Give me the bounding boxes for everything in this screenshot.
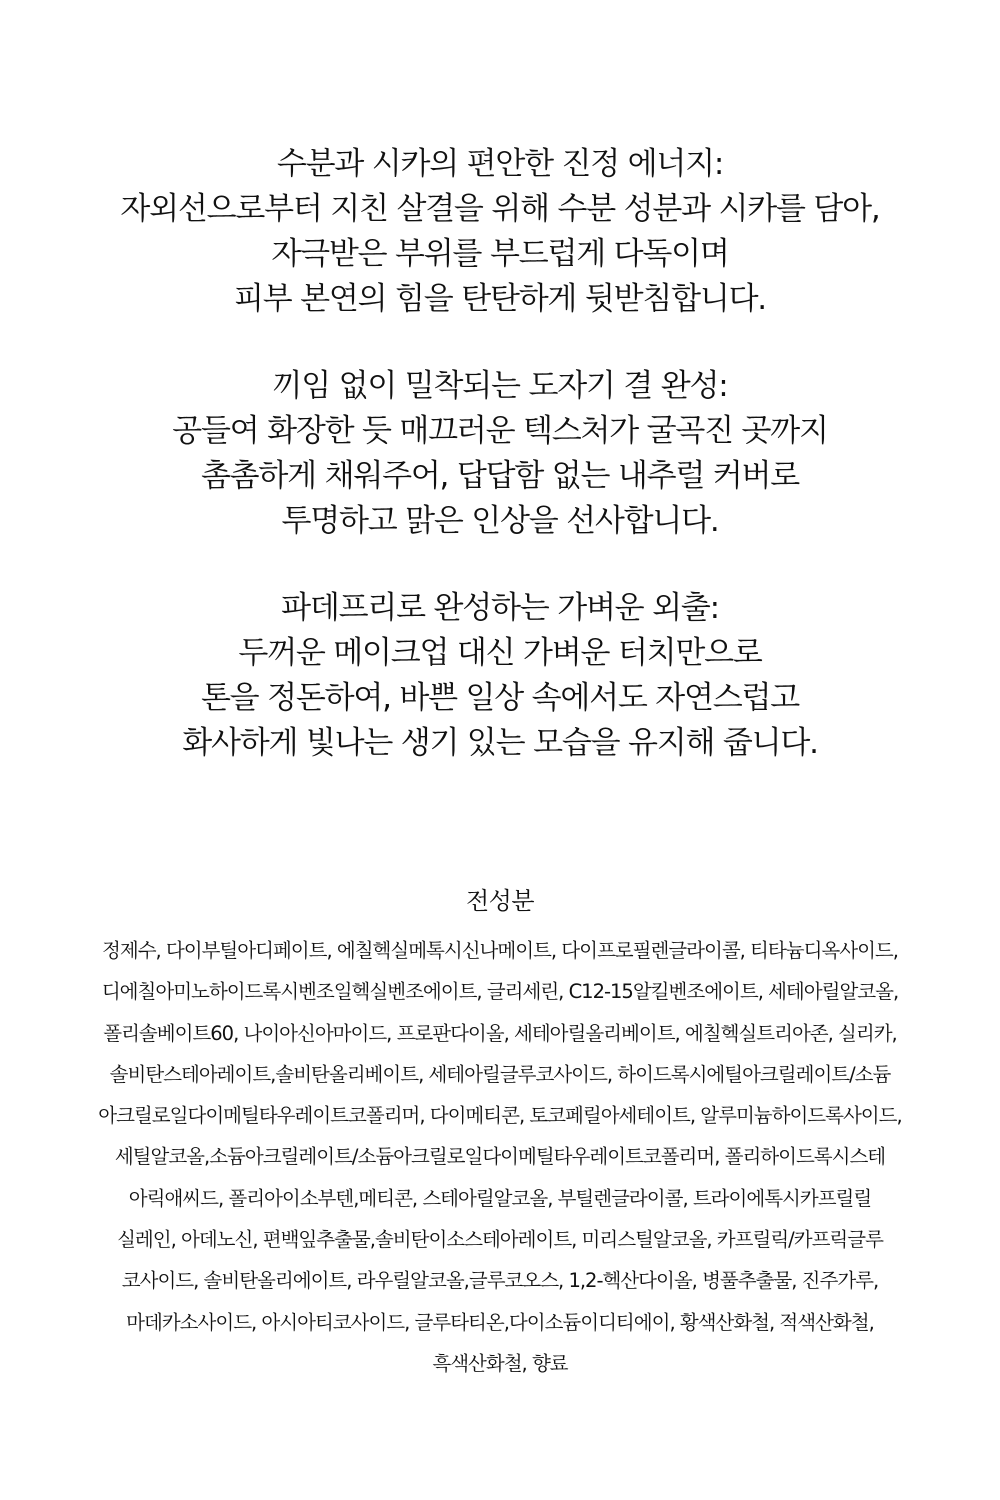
feature-block-porcelain-finish (0, 364, 1000, 544)
feature-text-line: 자외선으로부터 지친 살결을 위해 수분 성분과 시카를 담아, (120, 191, 880, 227)
ingredient-line: 정제수, 다이부틸아디페이트, 에칠헥실메톡시신나메이트, 다이프로필렌글라이콜, 티타늄디옥사이드, (102, 939, 898, 962)
ingredient-line: 솔비탄스테아레이트,솔비탄올리베이트, 세테아릴글루코사이드, 하이드록시에틸아크릴레이트/소듐 (109, 1062, 891, 1086)
feature-text-line: 공들여 화장한 듯 매끄러운 텍스처가 굴곡진 곳까지 (172, 413, 828, 449)
feature-text-line: 투명하고 맑은 인상을 선사합니다. (281, 503, 719, 539)
ingredients-title: 전성분 (465, 887, 535, 915)
feature-heading: 수분과 시카의 편안한 진정 에너지: (276, 146, 724, 182)
ingredient-line: 코사이드, 솔비탄올리에이트, 라우릴알코올,글루코오스, 1,2-헥산다이올, 병풀추출물, 진주가루, (121, 1269, 879, 1293)
ingredient-line: 디에칠아미노하이드록시벤조일헥실벤조에이트, 글리세린, C12-15알킬벤조에이트, 세테아릴알코올, (101, 980, 899, 1004)
feature-text-line: 두꺼운 메이크업 대신 가벼운 터치만으로 (238, 635, 762, 671)
ingredient-line: 마데카소사이드, 아시아티코사이드, 글루타티온,다이소듐이디티에이, 황색산화철, 적색산화철, (126, 1310, 874, 1334)
feature-heading: 파데프리로 완성하는 가벼운 외출: (281, 590, 719, 626)
ingredient-line: 흑색산화철, 향료 (432, 1351, 568, 1375)
feature-heading: 끼임 없이 밀착되는 도자기 결 완성: (272, 368, 728, 404)
feature-block-foundation-free (0, 586, 1000, 766)
ingredient-line: 아크릴로일다이메틸타우레이트코폴리머, 다이메티콘, 토코페릴아세테이트, 알루미늄하이드록사이드, (98, 1104, 902, 1128)
feature-text-line: 피부 본연의 힘을 탄탄하게 뒷받침합니다. (234, 281, 766, 317)
feature-text-line: 화사하게 빛나는 생기 있는 모습을 유지해 줍니다. (182, 725, 818, 761)
feature-descriptions (0, 142, 1000, 766)
ingredient-line: 실레인, 아데노신, 편백잎추출물,솔비탄이소스테아레이트, 미리스틸알코올, 카프릴릭/카프릭글루 (117, 1228, 883, 1252)
feature-text-line: 톤을 정돈하여, 바쁜 일상 속에서도 자연스럽고 (200, 680, 800, 716)
ingredient-line: 아릭애씨드, 폴리아이소부텐,메티콘, 스테아릴알코올, 부틸렌글라이콜, 트라이에톡시카프릴릴 (128, 1186, 872, 1210)
feature-block-hydration-cica (0, 142, 1000, 322)
full-ingredients (0, 876, 1000, 1384)
feature-text-line: 촘촘하게 채워주어, 답답함 없는 내추럴 커버로 (200, 458, 800, 494)
ingredient-line: 세틸알코올,소듐아크릴레이트/소듐아크릴로일다이메틸타우레이트코폴리머, 폴리하이드록시스테 (114, 1145, 886, 1169)
ingredient-line: 폴리솔베이트60, 나이아신아마이드, 프로판다이올, 세테아릴올리베이트, 에칠헥실트리아존, 실리카, (103, 1021, 897, 1045)
feature-text-line: 자극받은 부위를 부드럽게 다독이며 (271, 236, 729, 272)
